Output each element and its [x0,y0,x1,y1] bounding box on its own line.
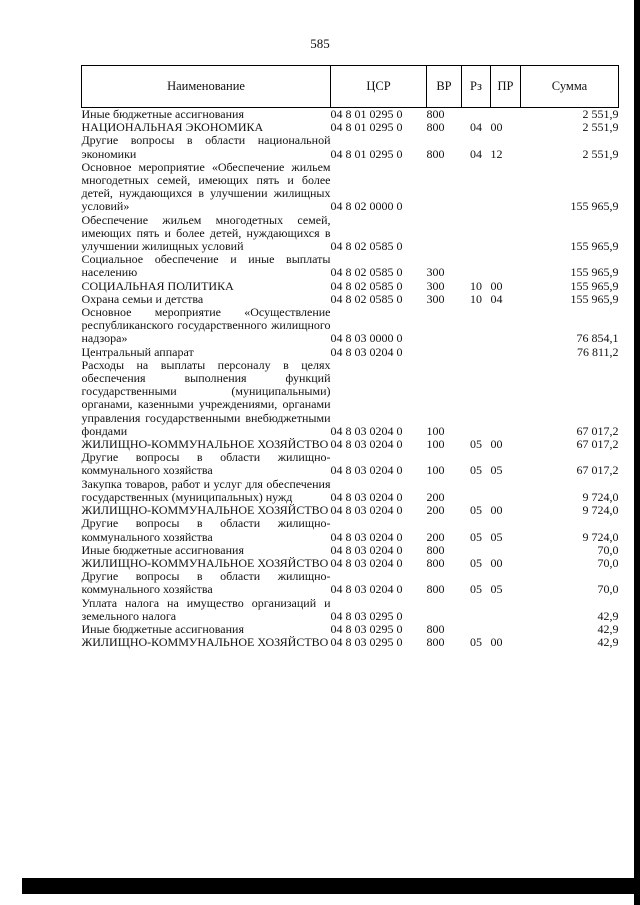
rz-cell: 05 [470,503,482,518]
header-name: Наименование [82,66,331,108]
table-row [82,570,619,596]
pr-cell [491,253,521,279]
vr-cell: 100 [426,423,445,438]
sum-cell: 70,0 [597,582,619,597]
vr-cell: 100 [426,437,445,452]
vr-cell: 300 [426,291,445,306]
header-csr: ЦСР [331,66,427,108]
rz-cell [462,544,491,557]
name-cell: Социальное обеспечение и иные выплаты населению [81,252,331,280]
table-row [82,478,619,504]
sum-cell: 42,9 [597,608,619,623]
name-cell: Иные бюджетные ассигнования [81,621,244,636]
table-row [82,544,619,557]
scan-edge-bottom [22,878,640,894]
scan-edge-right [634,0,640,905]
pr-cell [491,306,521,346]
sum-cell: 70,0 [597,555,619,570]
pr-cell [491,478,521,504]
pr-cell [491,346,521,359]
page-number: 585 [310,36,330,51]
header-sum: Сумма [521,66,619,108]
vr-cell [427,306,462,346]
sum-cell: 2 551,9 [582,146,619,161]
csr-cell: 04 8 03 0204 0 [330,582,403,597]
pr-cell: 00 [490,120,503,135]
csr-cell: 04 8 01 0295 0 [330,107,403,121]
name-cell: Основное мероприятие «Осуществление республиканского государственного жилищного надзора» [81,305,331,346]
sum-cell: 67 017,2 [576,437,619,452]
sum-cell: 70,0 [597,542,619,557]
name-cell: ЖИЛИЩНО-КОММУНАЛЬНОЕ ХОЗЯЙСТВО [81,555,329,570]
csr-cell: 04 8 03 0204 0 [330,437,403,452]
rz-cell [462,253,491,279]
rz-cell [462,359,491,438]
rz-cell: 04 [470,120,482,135]
name-cell: Обеспечение жильем многодетных семей, имеющих пять и более детей, нуждающихся в улучшении жилищных условий [81,212,331,254]
sum-cell: 155 965,9 [570,199,619,214]
rz-cell [462,597,491,623]
table-row [82,346,619,359]
pr-cell: 00 [490,278,503,293]
vr-cell: 200 [426,529,445,544]
csr-cell: 04 8 01 0295 0 [330,120,403,135]
pr-cell: 00 [490,503,503,518]
table-row [82,253,619,279]
pr-cell [491,214,521,254]
vr-cell [427,161,462,214]
sum-cell: 155 965,9 [570,278,619,293]
vr-cell: 200 [426,503,445,518]
rz-cell [462,346,491,359]
rz-cell: 10 [470,278,482,293]
table-row [82,134,619,160]
vr-cell: 800 [426,635,445,650]
csr-cell: 04 8 02 0000 0 [330,199,403,214]
pr-cell: 00 [490,555,503,570]
pr-cell [491,161,521,214]
pr-cell [491,108,521,122]
name-cell: Другие вопросы в области национальной экономики [81,133,331,161]
csr-cell: 04 8 03 0204 0 [330,489,403,504]
rz-cell: 05 [470,529,482,544]
pr-cell: 12 [490,146,503,161]
vr-cell: 200 [426,489,445,504]
csr-cell: 04 8 03 0295 0 [330,608,403,623]
rz-cell [462,306,491,346]
budget-table [81,65,619,649]
rz-cell [462,214,491,254]
pr-cell [491,544,521,557]
vr-cell: 800 [426,107,445,121]
vr-cell: 800 [426,555,445,570]
name-cell: Центральный аппарат [81,344,194,359]
name-cell: Иные бюджетные ассигнования [81,542,244,557]
csr-cell: 04 8 03 0204 0 [330,503,403,518]
sum-cell: 2 551,9 [582,120,619,135]
table-row [82,597,619,623]
header-rz: Рз [462,66,491,108]
pr-cell: 05 [490,529,503,544]
table-row [82,108,619,122]
rz-cell: 05 [470,635,482,650]
csr-cell: 04 8 03 0000 0 [330,331,403,346]
pr-cell: 00 [490,437,503,452]
vr-cell: 800 [426,146,445,161]
csr-cell: 04 8 03 0204 0 [330,555,403,570]
sum-cell: 76 854,1 [576,331,619,346]
sum-cell: 9 724,0 [582,529,619,544]
header-vr: ВР [427,66,462,108]
rz-cell: 05 [470,437,482,452]
sum-cell: 67 017,2 [576,423,619,438]
pr-cell [491,359,521,438]
table-header-row [82,66,619,108]
sum-cell: 9 724,0 [582,489,619,504]
table-row [82,280,619,293]
name-cell: Основное мероприятие «Обеспечение жильем многодетных семей, имеющих пять и более детей, нуждающихся в улучшении жилищных условий» [81,159,331,214]
csr-cell: 04 8 03 0204 0 [330,344,403,359]
rz-cell: 05 [470,463,482,478]
vr-cell: 800 [426,582,445,597]
csr-cell: 04 8 03 0204 0 [330,463,403,478]
sum-cell: 76 811,2 [576,344,619,359]
pr-cell [491,597,521,623]
name-cell: ЖИЛИЩНО-КОММУНАЛЬНОЕ ХОЗЯЙСТВО [81,503,329,518]
rz-cell [462,478,491,504]
rz-cell: 10 [470,291,482,306]
csr-cell: 04 8 03 0204 0 [330,423,403,438]
name-cell: Закупка товаров, работ и услуг для обеспечения государственных (муниципальных) нужд [81,476,331,504]
rz-cell: 05 [470,555,482,570]
csr-cell: 04 8 03 0204 0 [330,529,403,544]
sum-cell: 9 724,0 [582,503,619,518]
rz-cell: 04 [470,146,482,161]
csr-cell: 04 8 02 0585 0 [330,291,403,306]
name-cell: Другие вопросы в области жилищно-коммунального хозяйства [81,450,331,478]
name-cell: Иные бюджетные ассигнования [81,107,244,121]
vr-cell: 800 [426,621,445,636]
vr-cell: 300 [426,278,445,293]
vr-cell [427,346,462,359]
vr-cell [427,597,462,623]
name-cell: ЖИЛИЩНО-КОММУНАЛЬНОЕ ХОЗЯЙСТВО [81,635,329,650]
name-cell: Другие вопросы в области жилищно-коммунального хозяйства [81,569,331,597]
vr-cell: 100 [426,463,445,478]
table-row [82,517,619,543]
pr-cell: 04 [490,291,503,306]
sum-cell: 42,9 [597,621,619,636]
name-cell: Другие вопросы в области жилищно-коммунального хозяйства [81,516,331,544]
csr-cell: 04 8 01 0295 0 [330,146,403,161]
csr-cell: 04 8 03 0204 0 [330,542,403,557]
table-row [82,214,619,254]
vr-cell [427,214,462,254]
table-row [82,636,619,649]
pr-cell: 05 [490,582,503,597]
name-cell: СОЦИАЛЬНАЯ ПОЛИТИКА [81,278,234,293]
header-pr: ПР [491,66,521,108]
vr-cell: 300 [426,265,445,280]
table-row [82,161,619,214]
rz-cell [462,108,491,122]
vr-cell: 800 [426,120,445,135]
name-cell: Охрана семьи и детства [81,291,204,306]
name-cell: Уплата налога на имущество организаций и земельного налога [81,595,331,623]
sum-cell: 67 017,2 [576,463,619,478]
sum-cell: 155 965,9 [570,265,619,280]
name-cell: НАЦИОНАЛЬНАЯ ЭКОНОМИКА [81,120,264,135]
table-row [82,359,619,438]
sum-cell: 155 965,9 [570,239,619,254]
pr-cell: 00 [490,635,503,650]
name-cell: ЖИЛИЩНО-КОММУНАЛЬНОЕ ХОЗЯЙСТВО [81,437,329,452]
csr-cell: 04 8 02 0585 0 [330,239,403,254]
csr-cell: 04 8 03 0295 0 [330,621,403,636]
name-cell: Расходы на выплаты персоналу в целях обеспечения выполнения функций государственными (муниципальными) органами, казенными учреждениями, органами управления государственными внебюджетными фондами [81,357,331,438]
sum-cell: 2 551,9 [582,107,619,121]
rz-cell: 05 [470,582,482,597]
table-row [82,306,619,346]
csr-cell: 04 8 02 0585 0 [330,278,403,293]
sum-cell: 42,9 [597,635,619,650]
pr-cell: 05 [490,463,503,478]
rz-cell [462,161,491,214]
csr-cell: 04 8 03 0295 0 [330,635,403,650]
vr-cell: 800 [426,542,445,557]
csr-cell: 04 8 02 0585 0 [330,265,403,280]
sum-cell: 155 965,9 [570,291,619,306]
table-row [82,451,619,477]
